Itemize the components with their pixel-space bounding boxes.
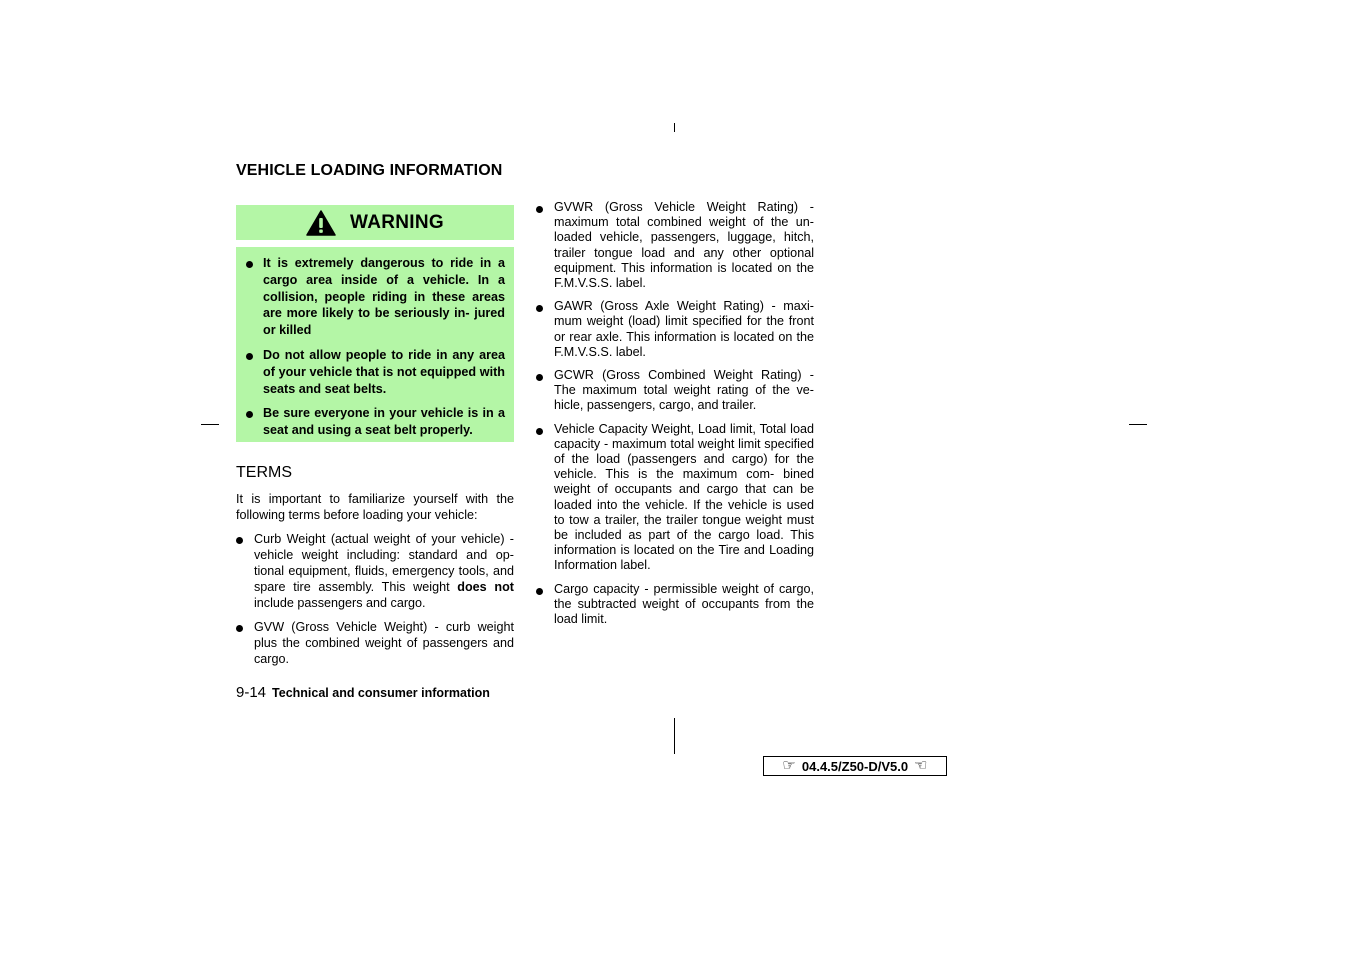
warning-box	[236, 247, 514, 442]
warning-header	[236, 205, 514, 240]
crop-mark-right	[1129, 424, 1147, 425]
crop-mark-left	[201, 424, 219, 425]
terms-intro: It is important to familiarize yourself with the following terms before loading your vehicle:	[236, 492, 514, 522]
warning-triangle-icon	[306, 210, 336, 236]
terms-list-left	[236, 531, 514, 675]
page-footer	[236, 684, 490, 702]
pointing-hand-right-icon: ☞	[782, 757, 796, 774]
chapter-title: Technical and consumer information	[272, 686, 490, 700]
terms-heading: TERMS	[236, 464, 292, 481]
warning-item: Be sure everyone in your vehicle is in a seat and using a seat belt properly.	[246, 405, 505, 439]
page-number: 9-14	[236, 684, 267, 701]
warning-item: Do not allow people to ride in any area of your vehicle that is not equipped with seats and seat belts.	[246, 347, 505, 397]
warning-item: It is extremely dangerous to ride in a cargo area inside of a vehicle. In a collision, people riding in these areas are more likely to be seriously in- jured or killed	[246, 255, 505, 339]
terms-list-right	[536, 200, 814, 635]
center-fold-mark	[674, 718, 675, 754]
section-title: VEHICLE LOADING INFORMATION	[236, 162, 503, 179]
term-emphasis: does not	[457, 580, 514, 594]
crop-mark-top	[674, 123, 675, 132]
term-text: include passengers and cargo.	[254, 596, 426, 610]
term-curb-weight	[236, 531, 514, 611]
term-gvw: GVW (Gross Vehicle Weight) - curb weight plus the combined weight of passengers and cargo.	[236, 619, 514, 667]
term-gawr: GAWR (Gross Axle Weight Rating) - maxi- mum weight (load) limit specified for the front or rear axle. This information is located on the F.M.V.S.S. label.	[536, 299, 814, 360]
version-code-label	[763, 756, 947, 776]
warning-title: WARNING	[350, 211, 444, 233]
version-code: 04.4.5/Z50-D/V5.0	[801, 758, 909, 774]
term-cargo-capacity: Cargo capacity - permissible weight of cargo, the subtracted weight of occupants from the load limit.	[536, 582, 814, 628]
term-gcwr: GCWR (Gross Combined Weight Rating) - The maximum total weight rating of the ve- hicle, passengers, cargo, and trailer.	[536, 368, 814, 414]
warning-list	[246, 255, 505, 439]
pointing-hand-left-icon: ☜	[914, 757, 928, 774]
term-gvwr: GVWR (Gross Vehicle Weight Rating) - maximum total combined weight of the un- loaded vehicle, passengers, luggage, hitch, trailer tongue load and any other optional equipment. This information is located on the F.M.V.S.S. label.	[536, 200, 814, 291]
term-text: Curb Weight (actual weight of your vehicle) - vehicle weight including: standard and op- tional equipment, fluids, emergency tools, and spare tire assembly. This weight	[254, 532, 514, 594]
term-vehicle-capacity: Vehicle Capacity Weight, Load limit, Total load capacity - maximum total weight limit specified of the load (passengers and cargo) for the vehicle. This is the maximum com- bined weight of occupants and cargo that can be loaded into the vehicle. If the vehicle is used to tow a trailer, the trailer tongue weight must be included as part of the cargo load. This information is located on the Tire and Loading Information label.	[536, 422, 814, 574]
